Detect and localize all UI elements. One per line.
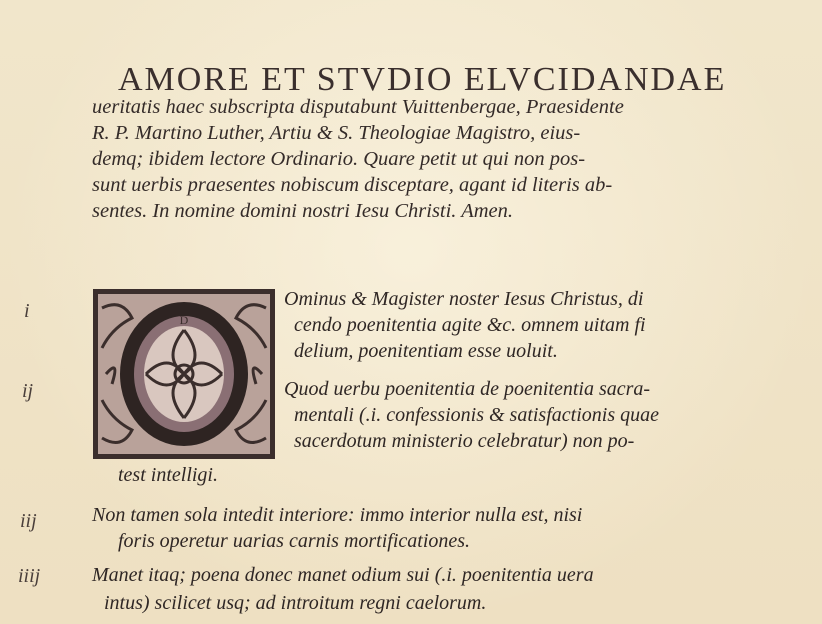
thesis-numeral-2: ij <box>22 380 34 402</box>
initial-letter: D <box>179 313 189 327</box>
thesis-3-line: Non tamen sola intedit interiore: immo interior nulla est, nisi <box>92 504 583 526</box>
thesis-2-line: sacerdotum ministerio celebratur) non po- <box>294 430 635 452</box>
thesis-4-line: Manet itaq; poena donec manet odium sui (.i. poenitentia uera <box>92 564 594 586</box>
intro-paragraph <box>92 94 800 224</box>
thesis-numeral-4: iiij <box>18 565 41 587</box>
intro-line: sunt uerbis praesentes nobiscum disceptare, agant id literis ab- <box>92 174 613 196</box>
thesis-2-line: test intelligi. <box>118 464 218 486</box>
thesis-1-line: cendo poenitentia agite &c. omnem uitam fi <box>294 314 646 336</box>
thesis-2-line: mentali (.i. confessionis & satisfactionis quae <box>294 404 659 426</box>
ornamental-initial-icon <box>92 288 276 460</box>
thesis-1-line: delium, poenitentiam esse uoluit. <box>294 340 558 362</box>
document-heading: AMORE ET STVDIO ELVCIDANDAE <box>118 61 727 98</box>
thesis-3-line: foris operetur uarias carnis mortificationes. <box>118 530 471 552</box>
thesis-4-line: intus) scilicet usq; ad introitum regni caelorum. <box>104 592 487 614</box>
thesis-numeral-3: iij <box>20 510 37 532</box>
intro-line: sentes. In nomine domini nostri Iesu Christi. Amen. <box>92 200 513 222</box>
thesis-numeral-1: i <box>24 300 30 322</box>
thesis-1-line: Ominus & Magister noster Iesus Christus, di <box>284 288 644 310</box>
intro-line: ueritatis haec subscripta disputabunt Vuittenbergae, Praesidente <box>92 96 624 118</box>
intro-line: R. P. Martino Luther, Artiu & S. Theologiae Magistro, eius- <box>92 122 581 144</box>
intro-line: demq; ibidem lectore Ordinario. Quare petit ut qui non pos- <box>92 148 586 170</box>
thesis-2-line: Quod uerbu poenitentia de poenitentia sacra- <box>284 378 651 400</box>
